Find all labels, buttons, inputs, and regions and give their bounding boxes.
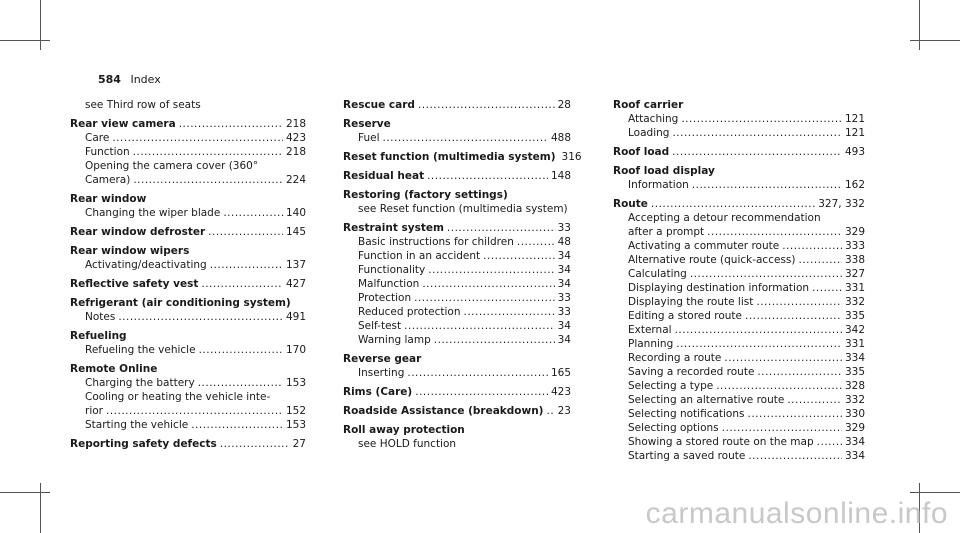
entry-text: Displaying destination information	[628, 282, 810, 294]
dot-leader	[179, 117, 283, 131]
entry-text: Rear window defroster	[70, 226, 206, 238]
page-reference: 170	[285, 344, 306, 356]
index-subentry	[343, 333, 571, 347]
index-subentry	[343, 263, 571, 277]
dot-leader	[681, 112, 842, 126]
index-subentry	[613, 126, 865, 140]
index-subentry	[613, 351, 865, 365]
dot-leader	[690, 267, 842, 281]
page-reference: 491	[285, 311, 306, 323]
entry-text: Planning	[628, 338, 674, 350]
index-subentry	[70, 206, 306, 220]
entry-text: see Third row of seats	[85, 99, 201, 111]
page-reference: 34	[557, 334, 571, 346]
index-subentry	[343, 305, 571, 319]
dot-leader	[133, 173, 283, 187]
dot-leader	[407, 366, 548, 380]
dot-leader	[756, 295, 842, 309]
dot-leader	[415, 385, 548, 399]
entry-text: Reset function (multimedia system)	[343, 151, 556, 163]
index-subentry	[613, 421, 865, 435]
entry-text: Editing a stored route	[628, 310, 742, 322]
entry-text: Reflective safety vest	[70, 278, 199, 290]
page-reference: 34	[557, 250, 571, 262]
index-entry	[70, 244, 306, 258]
index-subentry	[613, 112, 865, 126]
index-entry	[613, 164, 865, 178]
index-entry	[343, 188, 571, 202]
index-entry	[343, 169, 571, 183]
dot-leader	[546, 404, 554, 418]
crop-mark	[0, 492, 50, 493]
entry-text: Selecting an alternative route	[628, 394, 785, 406]
page-reference: 33	[557, 306, 571, 318]
page-reference: 140	[285, 207, 306, 219]
index-subentry	[613, 267, 865, 281]
index-subentry	[343, 437, 571, 451]
entry-text: Changing the wiper blade	[85, 207, 221, 219]
index-subentry	[613, 407, 865, 421]
page-reference: 28	[557, 99, 571, 111]
entry-text: Accepting a detour recommendation	[628, 212, 821, 224]
dot-leader	[427, 169, 548, 183]
page-reference: 328	[844, 380, 865, 392]
page-reference: 330	[844, 408, 865, 420]
dot-leader	[812, 281, 842, 295]
dot-leader	[692, 178, 842, 192]
page-reference: 493	[844, 146, 865, 158]
index-subentry	[613, 379, 865, 393]
page-reference: 34	[557, 264, 571, 276]
index-subentry	[343, 131, 571, 145]
page-header	[98, 73, 161, 86]
index-subentry	[613, 309, 865, 323]
dot-leader	[404, 319, 555, 333]
index-subentry	[613, 225, 865, 239]
entry-text: Roof carrier	[613, 99, 684, 111]
page-reference: 423	[285, 132, 306, 144]
page-reference: 335	[844, 366, 865, 378]
dot-leader	[672, 145, 842, 159]
dot-leader	[112, 131, 283, 145]
index-column-2	[343, 98, 582, 451]
entry-text: Roadside Assistance (breakdown)	[343, 405, 544, 417]
dot-leader	[676, 337, 842, 351]
page-reference: 331	[844, 282, 865, 294]
entry-text: Starting a saved route	[628, 450, 746, 462]
index-subentry	[343, 366, 571, 380]
entry-text: Functionality	[358, 264, 426, 276]
page-reference: 34	[557, 320, 571, 332]
entry-text: Saving a recorded route	[628, 366, 755, 378]
dot-leader	[447, 221, 555, 235]
crop-mark	[40, 483, 41, 533]
entry-text: Roof load display	[613, 165, 715, 177]
index-entry	[343, 423, 571, 437]
dot-leader	[133, 145, 283, 159]
entry-text: Remote Online	[70, 363, 158, 375]
page-reference: 165	[550, 367, 571, 379]
index-entry	[343, 404, 571, 418]
index-subentry	[613, 211, 865, 225]
entry-text: Route	[613, 198, 648, 210]
entry-text: Charging the battery	[85, 377, 195, 389]
index-subentry	[613, 323, 865, 337]
crop-mark	[919, 0, 920, 50]
index-column-1	[70, 98, 306, 451]
page-reference: 33	[557, 292, 571, 304]
index-subentry	[70, 98, 306, 112]
entry-text: External	[628, 324, 672, 336]
dot-leader	[208, 225, 283, 239]
entry-text: Protection	[358, 292, 412, 304]
entry-text: Selecting a type	[628, 380, 714, 392]
page-reference: 23	[557, 405, 571, 417]
dot-leader	[210, 258, 283, 272]
index-entry	[70, 277, 306, 291]
index-subentry	[613, 281, 865, 295]
page-number: 584	[98, 73, 121, 86]
page-reference: 423	[550, 386, 571, 398]
dot-leader	[201, 277, 283, 291]
dot-leader	[672, 126, 842, 140]
entry-text: Displaying the route list	[628, 296, 754, 308]
index-subentry	[70, 376, 306, 390]
index-subentry	[70, 131, 306, 145]
crop-mark	[0, 40, 50, 41]
entry-text: Refueling the vehicle	[85, 344, 196, 356]
dot-leader	[748, 449, 842, 463]
index-subentry	[70, 343, 306, 357]
entry-text: Recording a route	[628, 352, 722, 364]
index-subentry	[613, 295, 865, 309]
page-reference: 342	[844, 324, 865, 336]
index-subentry	[613, 253, 865, 267]
entry-text: Function in an accident	[358, 250, 481, 262]
entry-text: Starting the vehicle	[85, 419, 189, 431]
watermark: carmanualsonline.info	[645, 497, 948, 530]
page-reference: 329	[844, 226, 865, 238]
entry-text: Opening the camera cover (360°	[85, 160, 259, 172]
entry-text: Attaching	[628, 113, 679, 125]
page-reference: 48	[557, 236, 571, 248]
dot-leader	[118, 310, 283, 324]
dot-leader	[198, 376, 283, 390]
page-reference: 162	[844, 179, 865, 191]
index-entry	[613, 98, 865, 112]
dot-leader	[757, 365, 842, 379]
index-subentry	[343, 235, 571, 249]
entry-text: Rescue card	[343, 99, 415, 111]
page-reference: 218	[285, 118, 306, 130]
dot-leader	[223, 206, 283, 220]
page-reference: 121	[844, 127, 865, 139]
dot-leader	[199, 343, 283, 357]
index-subentry	[343, 291, 571, 305]
index-subentry	[343, 277, 571, 291]
index-subentry	[343, 319, 571, 333]
index-entry	[343, 221, 571, 235]
index-subentry	[613, 393, 865, 407]
dot-leader	[724, 351, 842, 365]
entry-text: Reserve	[343, 118, 391, 130]
index-entry	[343, 98, 571, 112]
index-entry	[613, 145, 865, 159]
page-reference: 427	[285, 278, 306, 290]
index-column-3	[613, 98, 865, 463]
index-subentry	[613, 337, 865, 351]
index-entry	[343, 385, 571, 399]
entry-text: Care	[85, 132, 110, 144]
entry-text: Basic instructions for children	[358, 236, 514, 248]
dot-leader	[422, 277, 554, 291]
page-reference: 34	[557, 278, 571, 290]
dot-leader	[651, 197, 815, 211]
entry-text: Selecting notifications	[628, 408, 745, 420]
entry-text: Restoring (factory settings)	[343, 189, 508, 201]
page-reference: 33	[557, 222, 571, 234]
entry-text: Selecting options	[628, 422, 719, 434]
index-subentry	[70, 310, 306, 324]
dot-leader	[428, 263, 554, 277]
entry-text: Inserting	[358, 367, 405, 379]
index-subentry	[613, 449, 865, 463]
page-reference: 338	[844, 254, 865, 266]
entry-text: Malfunction	[358, 278, 420, 290]
index-subentry	[70, 173, 306, 187]
dot-leader	[106, 404, 283, 418]
index-subentry	[70, 390, 306, 404]
crop-mark	[910, 40, 960, 41]
dot-leader	[716, 379, 842, 393]
index-entry	[613, 197, 865, 211]
entry-text: after a prompt	[628, 226, 705, 238]
entry-text: Reduced protection	[358, 306, 461, 318]
entry-text: Roll away protection	[343, 424, 465, 436]
page-reference: 218	[285, 146, 306, 158]
dot-leader	[817, 435, 842, 449]
page-reference: 153	[285, 419, 306, 431]
dot-leader	[745, 309, 842, 323]
index-entry	[70, 192, 306, 206]
entry-text: Rear view camera	[70, 118, 176, 130]
index-subentry	[70, 418, 306, 432]
entry-text: Information	[628, 179, 689, 191]
entry-text: see HOLD function	[358, 438, 457, 450]
index-subentry	[613, 239, 865, 253]
page-reference: 121	[844, 113, 865, 125]
entry-text: Notes	[85, 311, 116, 323]
page-reference: 27	[292, 438, 306, 450]
entry-text: Refrigerant (air conditioning system)	[70, 297, 291, 309]
entry-text: Residual heat	[343, 170, 425, 182]
page-reference: 224	[285, 174, 306, 186]
page-reference: 332	[844, 394, 865, 406]
index-entry	[70, 437, 306, 451]
index-subentry	[613, 365, 865, 379]
entry-text: Showing a stored route on the map	[628, 436, 814, 448]
index-entry	[343, 352, 571, 366]
dot-leader	[434, 333, 555, 347]
entry-text: Restraint system	[343, 222, 444, 234]
dot-leader	[675, 323, 842, 337]
dot-leader	[418, 98, 555, 112]
index-subentry	[70, 159, 306, 173]
entry-text: Alternative route (quick-access)	[628, 254, 796, 266]
dot-leader	[383, 131, 548, 145]
page-reference: 153	[285, 377, 306, 389]
page-reference: 333	[844, 240, 865, 252]
page-reference: 334	[844, 450, 865, 462]
entry-text: Activating/deactivating	[85, 259, 207, 271]
index-entry	[343, 150, 582, 164]
index-subentry	[70, 258, 306, 272]
dot-leader	[517, 235, 555, 249]
entry-text: Reporting safety defects	[70, 438, 217, 450]
entry-text: Loading	[628, 127, 670, 139]
index-entry	[70, 296, 306, 310]
entry-text: Self-test	[358, 320, 402, 332]
entry-text: Rear window wipers	[70, 245, 190, 257]
index-subentry	[343, 202, 571, 216]
dot-leader	[782, 239, 842, 253]
page-reference: 334	[844, 436, 865, 448]
entry-text: Cooling or heating the vehicle inte-	[85, 391, 271, 403]
page-reference: 334	[844, 352, 865, 364]
page-reference: 327, 332	[818, 198, 865, 210]
page-reference: 316	[561, 151, 582, 163]
dot-leader	[787, 393, 842, 407]
page-reference: 335	[844, 310, 865, 322]
dot-leader	[414, 291, 555, 305]
dot-leader	[798, 253, 841, 267]
index-entry	[70, 225, 306, 239]
page-reference: 332	[844, 296, 865, 308]
index-subentry	[613, 178, 865, 192]
entry-text: Refueling	[70, 330, 127, 342]
entry-text: Rims (Care)	[343, 386, 413, 398]
entry-text: Activating a commuter route	[628, 240, 780, 252]
entry-text: Warning lamp	[358, 334, 431, 346]
entry-text: Reverse gear	[343, 353, 422, 365]
index-subentry	[613, 435, 865, 449]
page-reference: 488	[550, 132, 571, 144]
page-reference: 145	[285, 226, 306, 238]
entry-text: Calculating	[628, 268, 687, 280]
section-title: Index	[130, 73, 161, 86]
page-reference: 148	[550, 170, 571, 182]
entry-text: Function	[85, 146, 130, 158]
index-entry	[343, 117, 571, 131]
entry-text: Camera)	[85, 174, 131, 186]
page-reference: 137	[285, 259, 306, 271]
entry-text: Roof load	[613, 146, 670, 158]
index-entry	[70, 117, 306, 131]
index-subentry	[70, 404, 306, 418]
page-reference: 327	[844, 268, 865, 280]
index-subentry	[343, 249, 571, 263]
entry-text: rior	[85, 405, 103, 417]
dot-leader	[747, 407, 841, 421]
page-reference: 329	[844, 422, 865, 434]
entry-text: Fuel	[358, 132, 380, 144]
index-subentry	[70, 145, 306, 159]
index-entry	[70, 329, 306, 343]
dot-leader	[707, 225, 842, 239]
crop-mark	[40, 0, 41, 50]
page-reference: 152	[285, 405, 306, 417]
crop-mark	[910, 492, 960, 493]
dot-leader	[220, 437, 290, 451]
dot-leader	[722, 421, 842, 435]
dot-leader	[191, 418, 283, 432]
dot-leader	[483, 249, 554, 263]
index-entry	[70, 362, 306, 376]
entry-text: see Reset function (multimedia system)	[358, 203, 568, 215]
page-reference: 331	[844, 338, 865, 350]
dot-leader	[463, 305, 554, 319]
entry-text: Rear window	[70, 193, 147, 205]
